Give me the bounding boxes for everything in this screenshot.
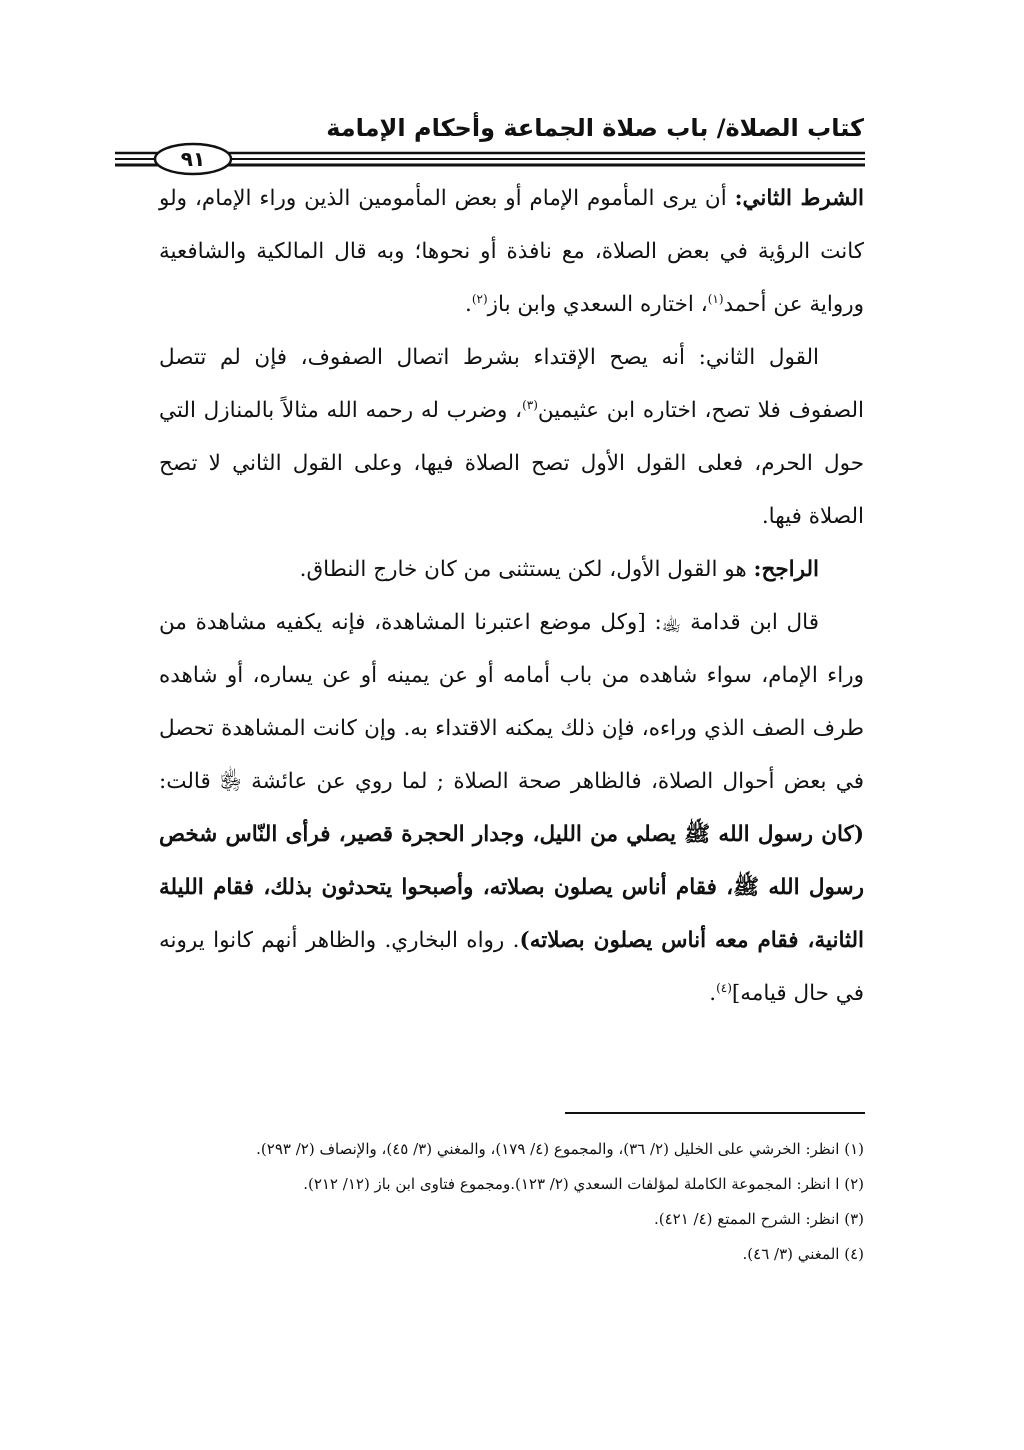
- footnote-ref[interactable]: (٣): [522, 397, 538, 412]
- lead-term: الراجح:: [753, 557, 819, 582]
- footnotes: [159, 1132, 864, 1272]
- page-number: ٩١: [180, 147, 206, 171]
- paragraph-text: هو القول الأول، لكن يستثنى من كان خارج النطاق.: [299, 557, 754, 582]
- paragraph-text: أن يرى المأموم الإمام أو بعض المأمومين الذين وراء الإمام، ولو كانت الرؤية في بعض الصلاة، مع نافذة أو نحوها؛ وبه قال المالكية والشافعية ورواية عن أحمد: [159, 186, 864, 317]
- footnote-3: (٣) انظر: الشرح الممتع (٤/ ٤٢١).: [653, 1210, 864, 1228]
- paragraph-condition-two: [159, 172, 864, 331]
- footnote-4: (٤) المغني (٣/ ٤٦).: [742, 1245, 864, 1263]
- footnote-2: (٢) ا انظر: المجموعة الكاملة لمؤلفات السعدي (٢/ ١٢٣).ومجموع فتاوى ابن باز (١٢/ ٢١٢).: [303, 1175, 864, 1193]
- paragraph-text: .: [464, 292, 472, 317]
- footnote-ref[interactable]: (٤): [716, 980, 732, 995]
- lead-term: الشرط الثاني:: [734, 186, 864, 211]
- paragraph-ibn-qudama: [159, 596, 864, 1020]
- footnote-ref[interactable]: (٢): [471, 291, 488, 306]
- footnote-ref[interactable]: (١): [707, 291, 724, 306]
- paragraph-text: ، وضرب له رحمه الله مثالاً بالمنازل التي حول الحرم، فعلى القول الأول تصح الصلاة فيها، وعلى القول الثاني لا تصح الصلاة فيها.: [159, 398, 864, 529]
- paragraph-text: القول الثاني: أنه يصح الإقتداء بشرط اتصال الصفوف، فإن لم تتصل الصفوف فلا تصح، اختاره ابن عثيمين: [159, 345, 865, 423]
- main-text: [159, 172, 864, 1020]
- paragraph-text: .: [709, 981, 717, 1006]
- paragraph-second-opinion: [159, 331, 864, 543]
- hadith-quote: (كان رسول الله ﷺ يصلي من الليل، وجدار الحجرة قصير، فرأى النّاس شخص رسول الله ﷺ، فقام أناس يصلون بصلاته، وأصبحوا يتحدثون بذلك، فقام الليلة الثانية، فقام معه أناس يصلون بصلاته): [159, 822, 865, 953]
- footnote-separator: [565, 1112, 865, 1114]
- running-title: كتاب الصلاة/ باب صلاة الجماعة وأحكام الإمامة: [326, 114, 864, 142]
- footnote-1: (١) انظر: الخرشي على الخليل (٢/ ٣٦)، والمجموع (٤/ ١٧٩)، والمغني (٣/ ٤٥)، والإنصاف (٢/ ٢٩٣).: [256, 1140, 864, 1158]
- paragraph-text: ، اختاره السعدي وابن باز: [487, 292, 708, 317]
- paragraph-text: قال ابن قدامة ﵀: [وكل موضع اعتبرنا المشاهدة، فإنه يكفيه مشاهدة من وراء الإمام، سواء شاهده من باب أمامه أو عن يمينه أو عن يساره، أو شاهده طرف الصف الذي وراءه، فإن ذلك يمكنه الاقتداء به. وإن كانت المشاهدة تحصل في بعض أحوال الصلاة، فالظاهر صحة الصلاة ; لما روي عن عائشة ﵂ قالت:: [159, 610, 864, 794]
- paragraph-preferred: [159, 543, 864, 596]
- paragraph-text: . رواه البخاري. والظاهر أنهم كانوا يرونه في حال قيامه]: [159, 928, 864, 1006]
